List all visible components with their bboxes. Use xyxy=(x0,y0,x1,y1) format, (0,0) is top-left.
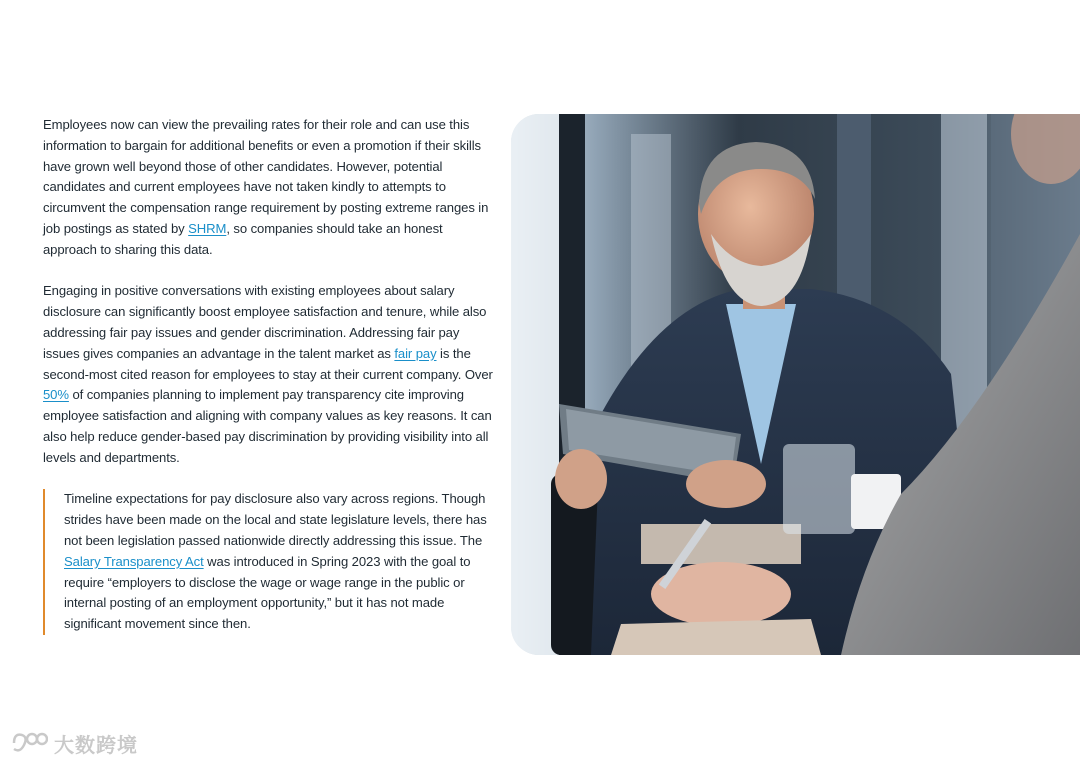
fair-pay-link[interactable]: fair pay xyxy=(394,345,437,361)
salary-transparency-act-link[interactable]: Salary Transparency Act xyxy=(64,553,204,569)
article-body xyxy=(43,115,493,635)
watermark-text: 大数跨境 xyxy=(54,732,138,757)
paragraph-2-text-a: Engaging in positive conversations with existing employees about salary disclosure can significantly boost employee satisfaction and tenure, while also addressing fair pay issues and gender discrimination. Addressing fair pay issues gives companies an advantage in the talent market as xyxy=(43,283,487,361)
logo-icon xyxy=(8,729,48,757)
paragraph-2 xyxy=(43,281,493,468)
paragraph-1 xyxy=(43,115,493,261)
paragraph-1-text-a: Employees now can view the prevailing rates for their role and can use this information to bargain for additional benefits or even a promotion if their skills have grown well beyond those of other candidates. However, potential candidates and current employees have not taken kindly to attempts to circumvent the compensation range requirement by posting extreme ranges in job postings as stated by xyxy=(43,117,489,236)
shrm-link[interactable]: SHRM xyxy=(188,220,227,236)
callout-text-b: was introduced in Spring 2023 with the goal to require “employers to disclose the wage or wage range in the public or internal posting of an employment opportunity,” but it has not made significant movement since then. xyxy=(64,553,471,632)
office-meeting-photo xyxy=(511,114,1080,655)
watermark xyxy=(8,728,138,758)
fifty-percent-link[interactable]: 50% xyxy=(43,387,69,403)
callout-text-a: Timeline expectations for pay disclosure also vary across regions. Though strides have been made on the local and state legislature levels, there has not been legislation passed nationwide directly addressing this issue. The xyxy=(64,491,487,548)
callout-quote xyxy=(43,489,493,635)
paragraph-1-text-b: , so companies should take an honest approach to sharing this data. xyxy=(43,220,443,257)
paragraph-2-text-b: is the second-most cited reason for employees to stay at their current company. Over xyxy=(43,345,493,382)
paragraph-2-text-c: of companies planning to implement pay transparency cite improving employee satisfaction and aligning with company values as key reasons. It can also help reduce gender-based pay discrimination by providing visibility into all levels and departments. xyxy=(43,387,492,465)
